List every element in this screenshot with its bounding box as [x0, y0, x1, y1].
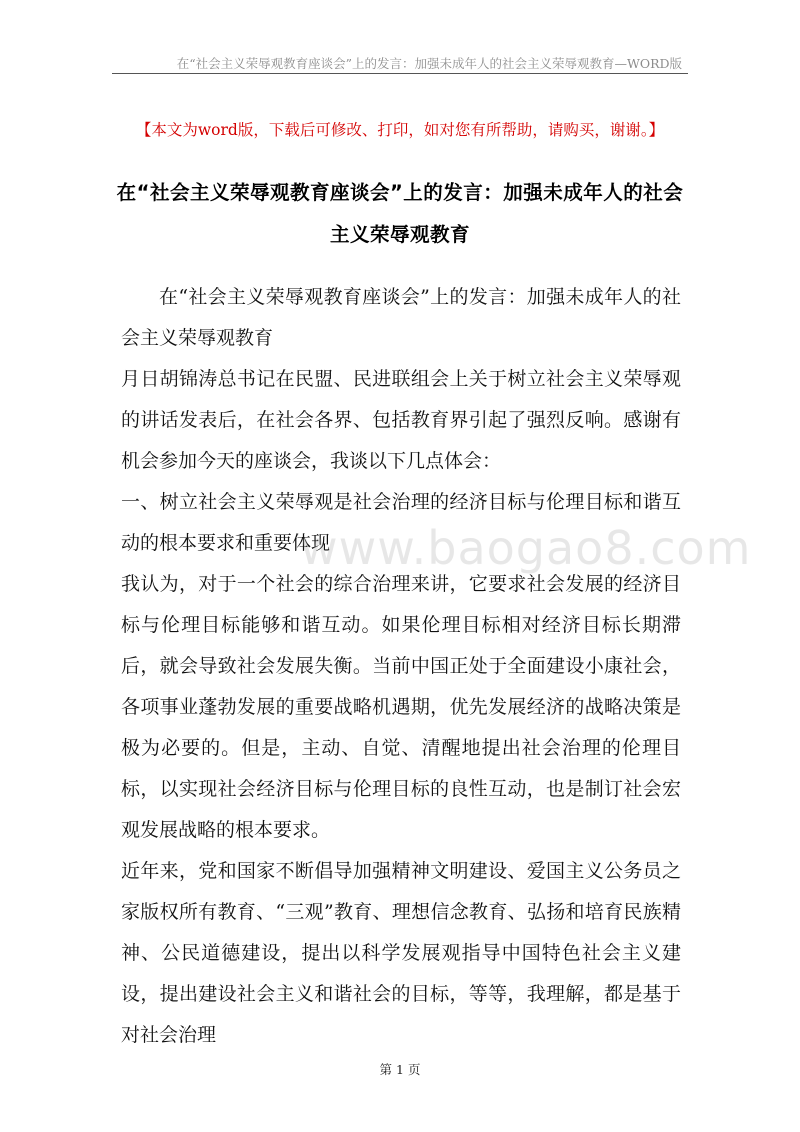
header-divider	[112, 73, 688, 74]
running-header: 在“社会主义荣辱观教育座谈会”上的发言：加强未成年人的社会主义荣辱观教育—WORD版	[176, 56, 682, 71]
paragraph: 月日胡锦涛总书记在民盟、民进联组会上关于树立社会主义荣辱观的讲话发表后，在社会各界、包括教育界引起了强烈反响。感谢有机会参加今天的座谈会，我谈以下几点体会：	[121, 368, 681, 472]
document-body	[121, 277, 681, 1056]
section-heading: 一、树立社会主义荣辱观是社会治理的经济目标与伦理目标和谐互动的根本要求和重要体现	[121, 491, 681, 554]
paragraph: 我认为，对于一个社会的综合治理来讲，它要求社会发展的经济目标与伦理目标能够和谐互动。如果伦理目标相对经济目标长期滞后，就会导致社会发展失衡。当前中国正处于全面建设小康社会，各项事业蓬勃发展的重要战略机遇期，优先发展经济的战略决策是极为必要的。但是，主动、自觉、清醒地提出社会治理的伦理目标，以实现社会经济目标与伦理目标的良性互动，也是制订社会宏观发展战略的根本要求。	[121, 573, 681, 841]
page-number: 第 1 页	[379, 1062, 421, 1077]
document-title: 在“社会主义荣辱观教育座谈会”上的发言：加强未成年人的社会主义荣辱观教育	[116, 181, 684, 246]
paragraph: 近年来，党和国家不断倡导加强精神文明建设、爱国主义公务员之家版权所有教育、“三观”教育、理想信念教育、弘扬和培育民族精神、公民道德建设，提出以科学发展观指导中国特色社会主义建设，提出建设社会主义和谐社会的目标，等等，我理解，都是基于对社会治理	[121, 860, 681, 1046]
watermark: www.baogao8.com	[300, 521, 752, 575]
purchase-notice: 【本文为word版，下载后可修改、打印，如对您有所帮助，请购买，谢谢。】	[135, 121, 665, 139]
paragraph: 在“社会主义荣辱观教育座谈会”上的发言：加强未成年人的社会主义荣辱观教育	[121, 286, 681, 349]
